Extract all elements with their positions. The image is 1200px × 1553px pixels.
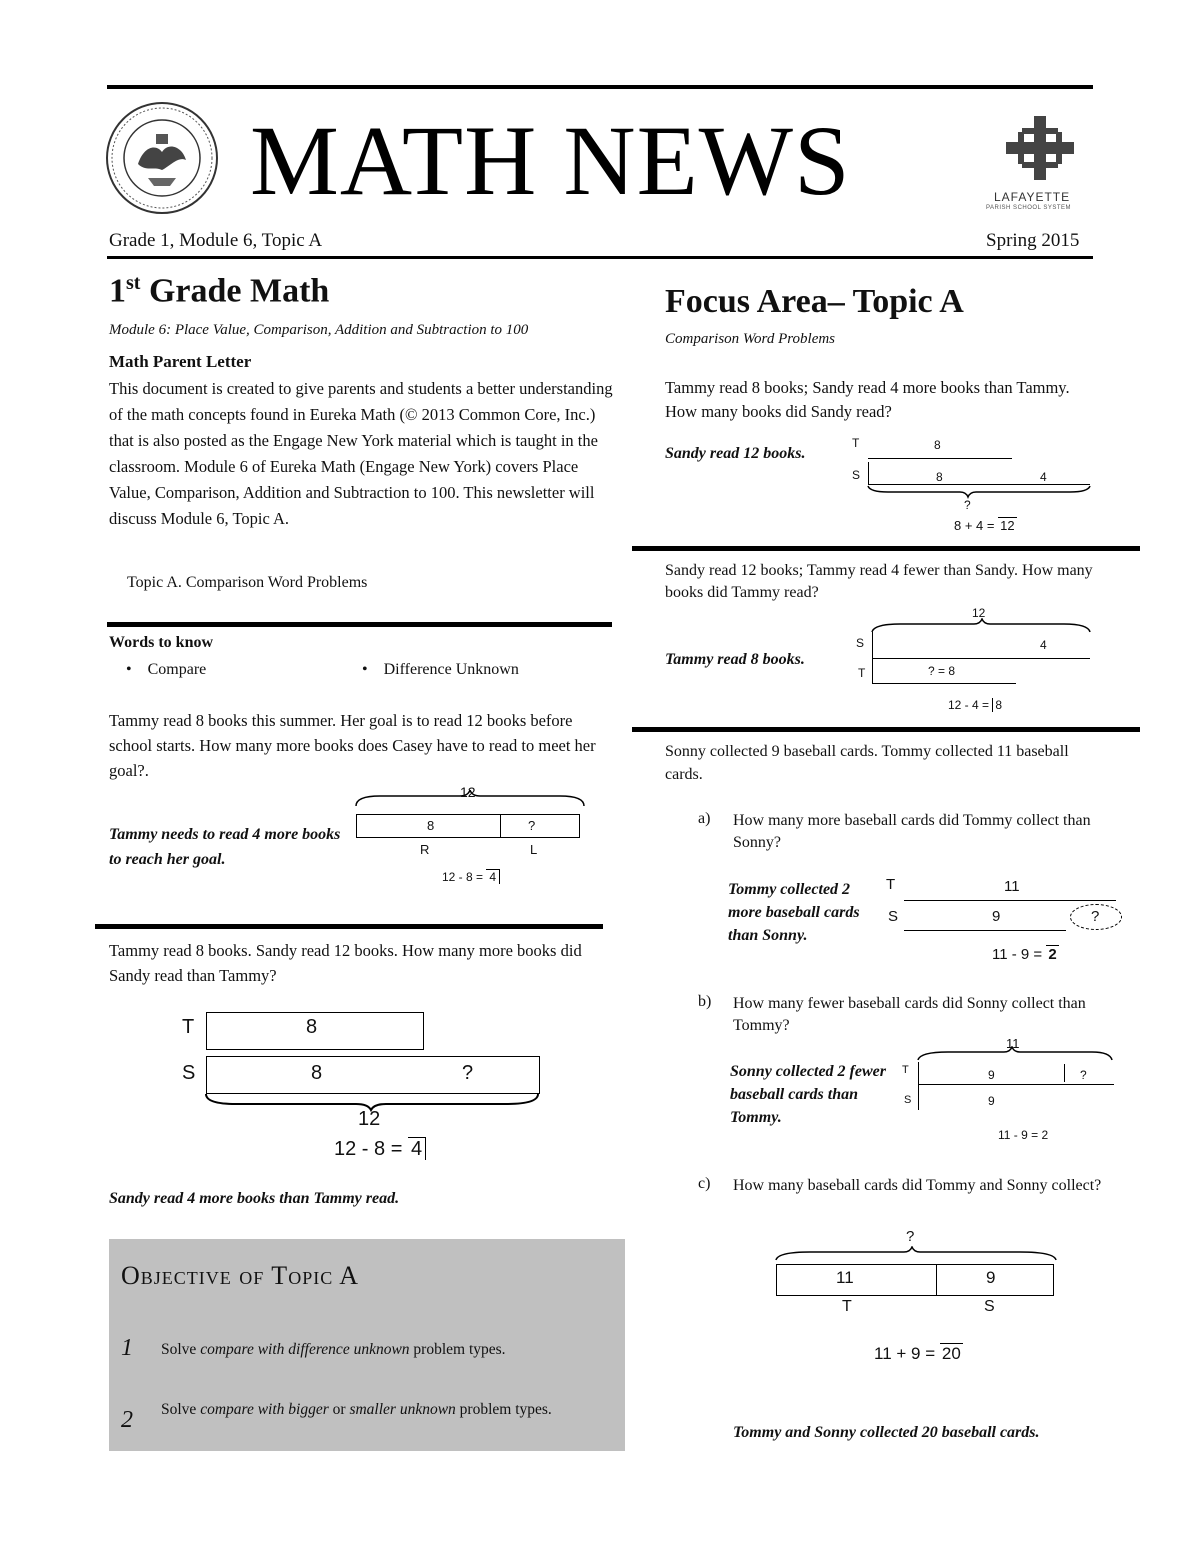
left-rule-2 <box>95 924 603 929</box>
objective-item-1 <box>161 1339 611 1361</box>
lafayette-logo <box>986 108 1090 220</box>
diagram-t-line <box>868 458 1012 459</box>
right-rule-2 <box>632 727 1140 732</box>
right-problem-3: Sonny collected 9 baseball cards. Tommy collected 11 baseball cards. <box>665 743 1069 783</box>
diagram-s-label: S <box>852 468 861 482</box>
diagram-equation <box>948 698 1002 712</box>
diagram-divider <box>500 815 501 837</box>
objective-number-2: 2 <box>121 1407 133 1433</box>
question-b-label: b) <box>698 993 712 1010</box>
diagram-left-edge <box>918 1062 919 1110</box>
tape-diagram-c <box>770 1228 1070 1378</box>
right-rule-1 <box>632 546 1140 551</box>
bullet-icon: • <box>126 661 148 678</box>
question-c: How many baseball cards did Tommy and Sonny collect? <box>733 1177 1102 1194</box>
question-b: How many fewer baseball cards did Sonny collect than Tommy? <box>733 995 1086 1034</box>
right-answer-2: Tammy read 8 books. <box>665 651 805 668</box>
parent-letter-title: Math Parent Letter <box>109 352 252 371</box>
equation-prefix: 12 - 4 = <box>948 698 993 712</box>
grade-module-line: Grade 1, Module 6, Topic A <box>109 230 323 251</box>
diagram-s-label: S <box>182 1062 196 1084</box>
diagram-s-value: 8 <box>936 470 943 484</box>
diagram-s-label: S <box>904 1094 912 1106</box>
diagram-total: 11 <box>1006 1036 1020 1051</box>
objective-1-post: problem types. <box>409 1341 506 1358</box>
objective-2-em2: smaller unknown <box>349 1401 456 1418</box>
diagram-label-b: L <box>530 842 538 857</box>
district-seal-logo <box>104 100 220 216</box>
diagram-t-label: T <box>852 436 860 450</box>
equation-prefix: 12 - 8 = <box>334 1138 408 1160</box>
objective-item-2 <box>161 1399 611 1421</box>
equation-answer: 4 <box>486 869 500 884</box>
left-rule-1 <box>107 622 612 627</box>
objective-number-1: 1 <box>121 1335 133 1361</box>
header-bottom-rule <box>107 256 1093 259</box>
diagram-t-label: T <box>902 1064 909 1076</box>
diagram-part-a: 11 <box>836 1268 854 1287</box>
diagram-t-label: T <box>182 1016 195 1038</box>
answer-b: Sonny collected 2 fewer baseball cards than Tommy. <box>730 1063 886 1126</box>
focus-area-heading: Focus Area– Topic A <box>665 283 964 320</box>
objective-1-pre: Solve <box>161 1341 201 1358</box>
equation-answer: 2 <box>1048 946 1057 963</box>
tape-diagram-right-2 <box>850 606 1095 716</box>
diagram-t-value: 8 <box>306 1016 318 1038</box>
diagram-total: 12 <box>972 606 986 620</box>
diagram-label-a: R <box>420 842 430 857</box>
objective-title: Objective of Topic A <box>121 1261 360 1290</box>
equation-prefix: 11 - 9 = <box>992 946 1047 963</box>
word-difference-unknown <box>362 661 519 679</box>
newsletter-title: MATH NEWS <box>250 105 851 216</box>
diagram-label-a: T <box>842 1298 852 1315</box>
diagram-s-extra: 4 <box>1040 470 1047 484</box>
right-problem-2: Sandy read 12 books; Tammy read 4 fewer than Sandy. How many books did Tammy read? <box>665 562 1093 601</box>
objective-2-post: problem types. <box>455 1401 552 1418</box>
objective-2-mid: or <box>328 1401 350 1418</box>
left-answer-1: Tammy needs to read 4 more books to reach her goal. <box>109 826 341 868</box>
diagram-tape <box>356 814 580 838</box>
diagram-s-value: 8 <box>311 1062 323 1084</box>
intro-paragraph: This document is created to give parents and students a better understanding of the math concepts found in Eureka Math (© 2013 Common Core, Inc.) that is also posted as the Engage New York material which is taught in the classroom. Module 6 of Eureka Math (Engage New York) covers Place Value, Comparison, Addition and Subtraction to 100. This newsletter will discuss Module 6, Topic A. <box>109 379 613 528</box>
answer-a: Tommy collected 2 more baseball cards than Sonny. <box>728 881 860 944</box>
diagram-t-unknown: ? <box>1080 1068 1087 1082</box>
left-answer-2: Sandy read 4 more books than Tammy read. <box>109 1190 400 1207</box>
diagram-s-label: S <box>856 636 865 650</box>
left-heading <box>109 272 329 310</box>
diagram-t-value: 9 <box>988 1068 995 1082</box>
lafayette-logo-subtext: PARISH SCHOOL SYSTEM <box>986 205 1072 211</box>
right-problem-1: Tammy read 8 books; Sandy read 4 more books than Tammy. How many books did Sandy read? <box>665 378 1070 421</box>
word-compare <box>126 661 206 679</box>
diagram-equation <box>954 518 1017 533</box>
diagram-s-unknown: ? <box>462 1062 474 1084</box>
left-heading-number: 1 <box>109 272 126 310</box>
objective-2-em: compare with bigger <box>200 1401 329 1418</box>
word-compare-text: Compare <box>147 661 207 678</box>
diagram-divider <box>1064 1064 1065 1082</box>
diagram-unknown: ? <box>964 498 971 512</box>
focus-area-sub: Comparison Word Problems <box>665 331 836 347</box>
topic-line: Topic A. Comparison Word Problems <box>127 574 368 591</box>
objective-2-pre: Solve <box>161 1401 201 1418</box>
diagram-equation <box>874 1344 963 1364</box>
objective-1-em: compare with difference unknown <box>200 1341 410 1358</box>
season-year: Spring 2015 <box>986 230 1080 251</box>
question-a-label: a) <box>698 810 711 827</box>
diagram-unknown: ? <box>1091 908 1100 925</box>
tape-diagram-a <box>880 870 1130 970</box>
diagram-s-value: 9 <box>988 1094 995 1108</box>
diagram-s-extra: 4 <box>1040 638 1047 652</box>
diagram-s-line <box>872 658 1090 659</box>
left-problem-2: Tammy read 8 books. Sandy read 12 books. How many more books did Sandy read than Tammy? <box>109 941 582 985</box>
equation-prefix: 8 + 4 = <box>954 518 999 533</box>
words-to-know-title: Words to know <box>109 634 214 651</box>
diagram-t-label: T <box>886 876 896 893</box>
equation-prefix: 12 - 8 = <box>442 870 487 884</box>
equation-answer: 8 <box>992 698 1002 712</box>
left-problem-1: Tammy read 8 books this summer. Her goal is to read 12 books before school starts. How many more books does Casey have to read to meet her goal?. <box>109 711 596 780</box>
right-answer-1: Sandy read 12 books. <box>665 445 806 462</box>
diagram-label-b: S <box>984 1298 995 1315</box>
answer-c: Tommy and Sonny collected 20 baseball cards. <box>733 1424 1040 1441</box>
diagram-total: ? <box>906 1228 915 1245</box>
left-heading-sup: st <box>126 272 141 294</box>
word-difference-text: Difference Unknown <box>383 661 519 678</box>
tape-diagram-b <box>898 1036 1120 1146</box>
diagram-total: 12 <box>358 1108 381 1130</box>
objective-box <box>109 1239 625 1451</box>
diagram-t-line <box>904 900 1116 901</box>
diagram-part-b: 9 <box>986 1268 996 1287</box>
tape-diagram-left-2 <box>176 1006 556 1176</box>
diagram-s-left <box>868 462 869 484</box>
diagram-part-b: ? <box>528 818 536 833</box>
diagram-s-label: S <box>888 908 899 925</box>
module-line: Module 6: Place Value, Comparison, Addition and Subtraction to 100 <box>109 322 529 338</box>
equation-answer: 20 <box>941 1344 961 1363</box>
diagram-s-value: 9 <box>992 908 1001 925</box>
diagram-t-label: T <box>858 666 866 680</box>
diagram-divider <box>936 1265 937 1295</box>
diagram-s-line <box>904 930 1066 931</box>
question-a: How many more baseball cards did Tommy collect than Sonny? <box>733 812 1091 851</box>
diagram-s-bar <box>206 1056 540 1094</box>
tape-diagram-right-1 <box>848 436 1093 540</box>
diagram-t-value: 11 <box>1004 878 1020 895</box>
diagram-total: 12 <box>460 784 476 800</box>
header-top-rule <box>107 85 1093 89</box>
diagram-equation <box>442 870 500 884</box>
tape-diagram-left-1 <box>350 784 590 890</box>
diagram-t-line <box>872 683 1016 684</box>
equation-answer: 12 <box>1000 518 1015 533</box>
diagram-t-line <box>918 1084 1114 1085</box>
equation-answer: 4 <box>408 1137 426 1160</box>
question-c-label: c) <box>698 1175 711 1192</box>
diagram-t-value: ? = 8 <box>928 664 956 678</box>
diagram-tape <box>776 1264 1054 1296</box>
bullet-icon: • <box>362 661 384 678</box>
diagram-equation <box>992 946 1059 963</box>
equation-prefix: 11 + 9 = <box>874 1344 940 1363</box>
diagram-equation: 11 - 9 = 2 <box>998 1128 1049 1142</box>
diagram-t-value: 8 <box>934 438 941 452</box>
lafayette-logo-text: LAFAYETTE <box>994 190 1071 204</box>
left-heading-text: Grade Math <box>140 272 330 310</box>
diagram-equation <box>334 1138 426 1161</box>
diagram-part-a: 8 <box>427 818 435 833</box>
